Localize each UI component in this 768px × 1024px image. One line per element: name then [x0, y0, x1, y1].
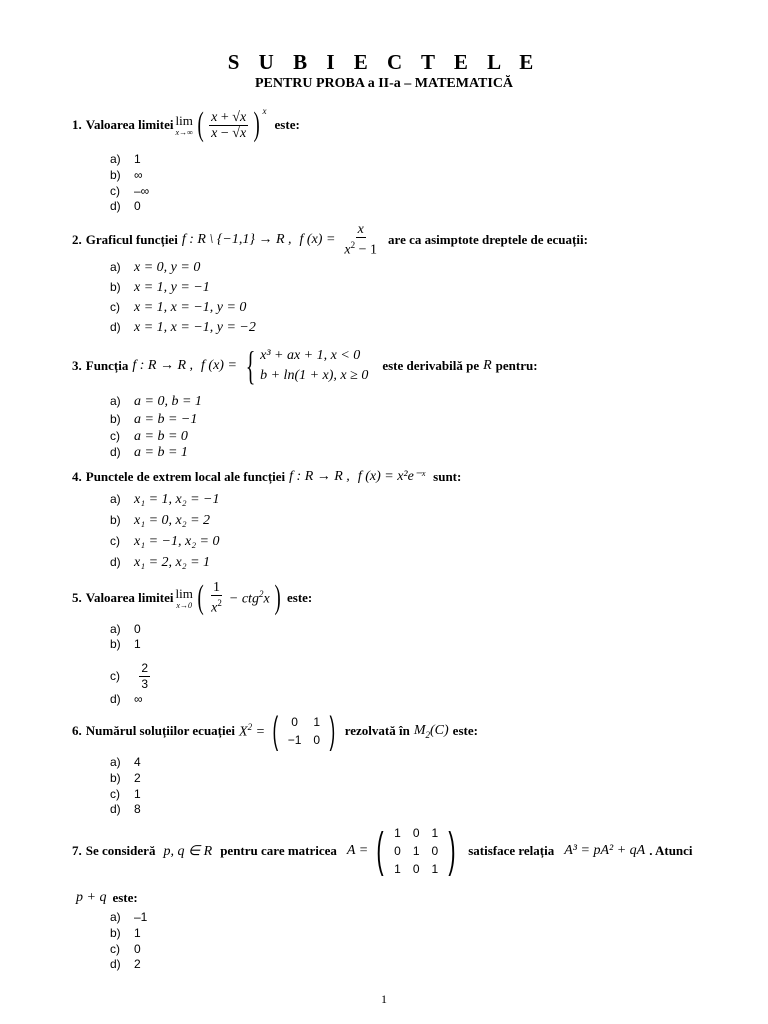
option-1c[interactable]: c) –∞ [110, 184, 150, 198]
option-4c[interactable]: c) x₁ = −1, x₂ = 0 [110, 534, 220, 549]
page-subtitle: PENTRU PROBA a II-a – MATEMATICĂ [254, 76, 514, 91]
question-after: rezolvată în [344, 723, 410, 738]
option-5d[interactable]: d) ∞ [110, 692, 143, 706]
limit-expression: lim x→0 [175, 585, 193, 610]
question-text: Graficul funcției [85, 231, 178, 247]
option-1b[interactable]: b) ∞ [110, 168, 143, 182]
option-7a[interactable]: a) –1 [110, 910, 148, 924]
option-3a[interactable]: a) a = 0, b = 1 [110, 394, 202, 409]
option-4b[interactable]: b) x₁ = 0, x₂ = 2 [110, 513, 211, 528]
fraction-two-thirds: $\frac{2}{3}$ [141, 661, 149, 691]
question-number: 7. [72, 843, 82, 858]
function-formula: f (x) = x²e⁻ˣ [357, 469, 426, 484]
limit-expression: lim x→∞ [175, 113, 193, 137]
option-6d[interactable]: d) 8 [110, 802, 141, 816]
question-number: 6. [72, 723, 82, 738]
fraction: $\frac{x + √x}{x - √x}$ [211, 109, 247, 141]
question-after: este: [274, 117, 300, 132]
question-text: Se consideră [85, 843, 156, 858]
question-5: 5. Valoarea limitei lim x→0 ( $\frac{1}{x^2}$ − ctg$^2$x ) este: [72, 578, 313, 616]
matrix-3x3: ( 1 0 1 0 1 0 1 0 1 ) [376, 824, 456, 877]
question-4 [72, 468, 728, 485]
question-text: Valoarea limitei [85, 117, 174, 132]
question-1: 1. Valoarea limitei lim x→∞ ( $\frac{x + √x}{x - √x}$ ) $^x$ este: [72, 106, 300, 143]
question-after: este derivabilă pe [382, 358, 480, 373]
option-5c[interactable]: c) $\frac{2}{3}$ [110, 661, 149, 691]
question-after: are ca asimptote dreptele de ecuații: [388, 231, 588, 247]
matrix-variable: A = [346, 843, 369, 858]
fraction: $\frac{x}{x^2 - 1}$ [344, 222, 378, 258]
question-7: 7. Se consideră p, q ∈ R pentru care matricea A = ( 1 0 1 0 1 0 1 0 1 ) satisface relația A³ = pA² + qA . Atunci [72, 824, 693, 877]
option-7c[interactable]: c) 0 [110, 942, 141, 956]
option-5b[interactable]: b) 1 [110, 637, 141, 651]
question-7-continued: p + q este: [76, 890, 138, 905]
option-4a[interactable]: a) x₁ = 1, x₂ = −1 [110, 492, 220, 507]
question-3: 3. Funcția f : R → R , f (x) = { x³ + ax + 1, x < 0 b + ln(1 + x), x ≥ 0 este derivabilă pe R pentru: [72, 343, 538, 388]
question-number: 1. [72, 117, 82, 132]
question-number: 3. [72, 358, 82, 373]
question-number: 5. [72, 589, 82, 605]
question-number: 4. [72, 468, 82, 484]
function-definition: f : R → R , [289, 468, 350, 484]
question-text: Funcția [85, 358, 129, 373]
question-after: este: [287, 589, 313, 605]
option-3b[interactable]: b) a = b = −1 [110, 412, 198, 427]
option-5a[interactable]: a) 0 [110, 622, 141, 636]
option-3c[interactable]: c) a = b = 0 [110, 429, 188, 444]
question-text: Punctele de extrem local ale funcției [85, 468, 286, 484]
option-7d[interactable]: d) 2 [110, 957, 141, 971]
option-4d[interactable]: d) x₁ = 2, x₂ = 1 [110, 555, 211, 570]
page-title: S U B I E C T E L E [227, 50, 541, 74]
option-7b[interactable]: b) 1 [110, 926, 141, 940]
option-3d[interactable]: d) a = b = 1 [110, 445, 188, 460]
matrix-variable: $X^2$ = [239, 721, 266, 740]
page-number: 1 [381, 992, 387, 1006]
function-formula: f (x) = [299, 231, 336, 247]
option-2c[interactable]: c) x = 1, x = −1, y = 0 [110, 300, 247, 315]
piecewise-cases: x³ + ax + 1, x < 0 b + ln(1 + x), x ≥ 0 [260, 348, 369, 383]
question-number: 2. [72, 231, 82, 247]
option-6a[interactable]: a) 4 [110, 755, 141, 769]
function-definition: f : R → R , [132, 358, 194, 373]
question-2 [72, 222, 728, 258]
option-1d[interactable]: d) 0 [110, 199, 141, 213]
function-formula: f (x) = [201, 358, 237, 373]
question-text: Valoarea limitei [85, 589, 174, 605]
option-2a[interactable]: a) x = 0, y = 0 [110, 260, 201, 275]
fraction: $\frac{1}{x^2}$ [211, 580, 222, 616]
option-1a[interactable]: a) 1 [110, 152, 141, 166]
option-2b[interactable]: b) x = 1, y = −1 [110, 280, 210, 295]
option-6b[interactable]: b) 2 [110, 771, 141, 785]
function-definition: f : R \ {−1,1} → R , [181, 231, 292, 247]
matrix-2x2: ( 0 1 −1 0 ) [272, 710, 336, 752]
question-after: sunt: [433, 468, 462, 484]
option-6c[interactable]: c) 1 [110, 787, 141, 801]
question-6: 6. Numărul soluțiilor ecuației $X^2$ = ( 0 1 −1 0 ) rezolvată în $M_2(C)$ este: [72, 710, 478, 752]
question-text: Numărul soluțiilor ecuației [85, 723, 236, 738]
option-2d[interactable]: d) x = 1, x = −1, y = −2 [110, 320, 256, 335]
